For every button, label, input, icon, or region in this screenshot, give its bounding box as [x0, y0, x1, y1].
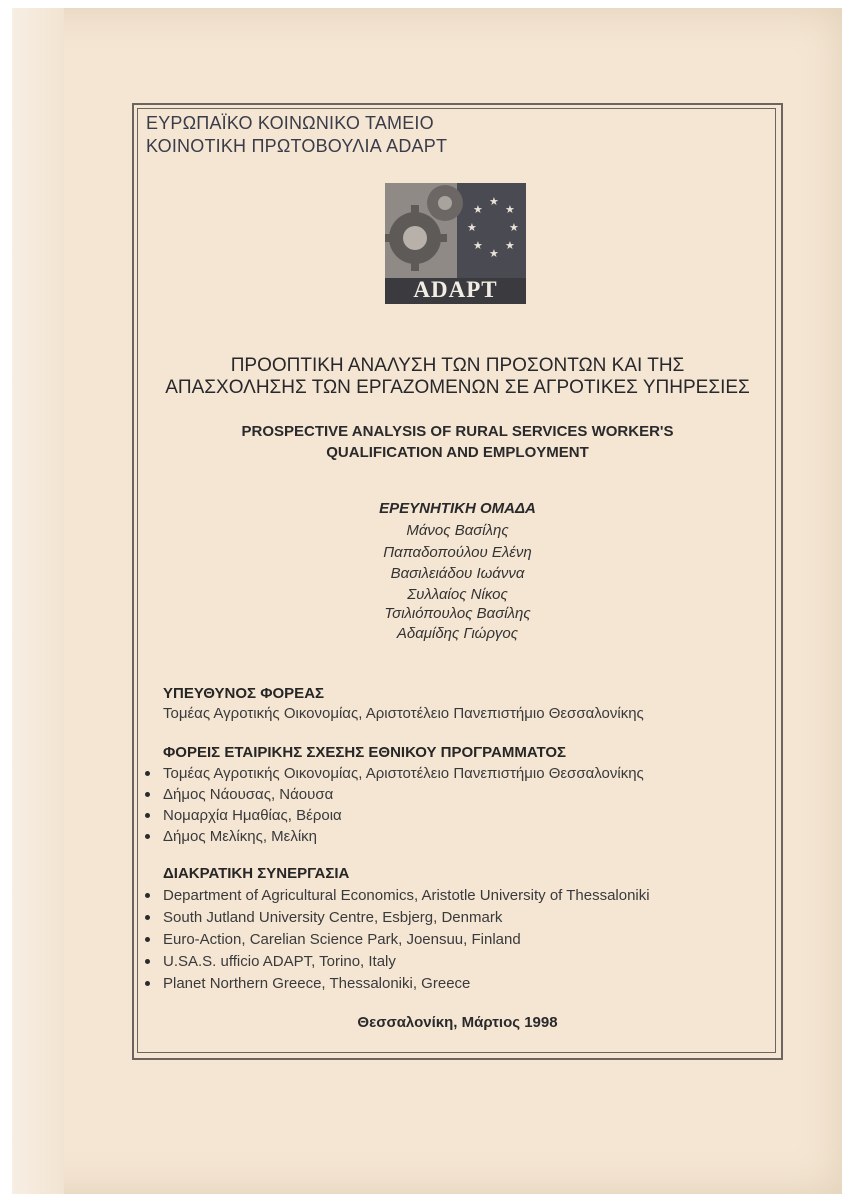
national-partners-heading: ΦΟΡΕΙΣ ΕΤΑΙΡΙΚΗΣ ΣΧΕΣΗΣ ΕΘΝΙΚΟΥ ΠΡΟΓΡΑΜΜΑΤΟΣ	[163, 744, 567, 761]
bullet	[145, 834, 150, 839]
bullet	[145, 893, 150, 898]
publication-date: Θεσσαλονίκη, Μάρτιος 1998	[357, 1014, 558, 1031]
svg-text:★: ★	[473, 239, 483, 252]
bullet	[145, 813, 150, 818]
bullet	[145, 915, 150, 920]
national-partner-item: Δήμος Μελίκης, Μελίκη	[163, 828, 318, 845]
team-member: Βασιλειάδου Ιωάννα	[390, 565, 525, 582]
svg-text:★: ★	[473, 203, 483, 216]
svg-text:★: ★	[489, 247, 499, 260]
title-english-line-2: QUALIFICATION AND EMPLOYMENT	[326, 444, 589, 461]
bullet	[145, 937, 150, 942]
paper-edge	[12, 8, 64, 1194]
header-line-1: ΕΥΡΩΠΑΪΚΟ ΚΟΙΝΩΝΙΚΟ ΤΑΜΕΙΟ	[146, 113, 434, 133]
title-greek-line-2: ΑΠΑΣΧΟΛΗΣΗΣ ΤΩΝ ΕΡΓΑΖΟΜΕΝΩΝ ΣΕ ΑΓΡΟΤΙΚΕΣ ΥΠΗΡΕΣΙΕΣ	[165, 377, 750, 398]
responsible-heading: ΥΠΕΥΘΥΝΟΣ ΦΟΡΕΑΣ	[163, 685, 325, 702]
national-partner-item: Τομέας Αγροτικής Οικονομίας, Αριστοτέλειο Πανεπιστήμιο Θεσσαλονίκης	[163, 765, 644, 782]
svg-text:★: ★	[467, 221, 477, 234]
team-heading: ΕΡΕΥΝΗΤΙΚΗ ΟΜΑΔΑ	[379, 500, 536, 517]
svg-text:★: ★	[489, 195, 499, 208]
team-member: Μάνος Βασίλης	[406, 522, 509, 539]
title-english-line-1: PROSPECTIVE ANALYSIS OF RURAL SERVICES WORKER'S	[241, 423, 674, 440]
bullet	[145, 771, 150, 776]
national-partner-item: Δήμος Νάουσας, Νάουσα	[163, 786, 334, 803]
bullet	[145, 959, 150, 964]
team-member: Παπαδοπούλου Ελένη	[383, 544, 532, 561]
bullet	[145, 792, 150, 797]
svg-text:★: ★	[505, 239, 515, 252]
transnational-heading: ΔΙΑΚΡΑΤΙΚΗ ΣΥΝΕΡΓΑΣΙΑ	[163, 865, 350, 882]
transnational-item: Euro-Action, Carelian Science Park, Joensuu, Finland	[163, 931, 521, 948]
transnational-item: Planet Northern Greece, Thessaloniki, Greece	[163, 975, 471, 992]
transnational-item: Department of Agricultural Economics, Aristotle University of Thessaloniki	[163, 887, 650, 904]
adapt-logo	[385, 183, 526, 304]
team-member: Συλλαίος Νίκος	[407, 586, 508, 603]
title-greek-line-1: ΠΡΟΟΠΤΙΚΗ ΑΝΑΛΥΣΗ ΤΩΝ ΠΡΟΣΟΝΤΩΝ ΚΑΙ ΤΗΣ	[230, 355, 685, 376]
header-line-2: ΚΟΙΝΟΤΙΚΗ ΠΡΩΤΟΒΟΥΛΙΑ ADAPT	[146, 136, 448, 156]
logo-text: ADAPT	[413, 277, 498, 302]
national-partner-item: Νομαρχία Ημαθίας, Βέροια	[163, 807, 342, 824]
bullet	[145, 981, 150, 986]
svg-text:★: ★	[505, 203, 515, 216]
svg-text:★: ★	[509, 221, 519, 234]
team-member: Τσιλιόπουλος Βασίλης	[384, 605, 531, 622]
transnational-item: U.SA.S. ufficio ADAPT, Torino, Italy	[163, 953, 396, 970]
transnational-item: South Jutland University Centre, Esbjerg, Denmark	[163, 909, 503, 926]
responsible-text: Τομέας Αγροτικής Οικονομίας, Αριστοτέλειο Πανεπιστήμιο Θεσσαλονίκης	[163, 705, 644, 722]
team-member: Αδαμίδης Γιώργος	[396, 625, 519, 642]
